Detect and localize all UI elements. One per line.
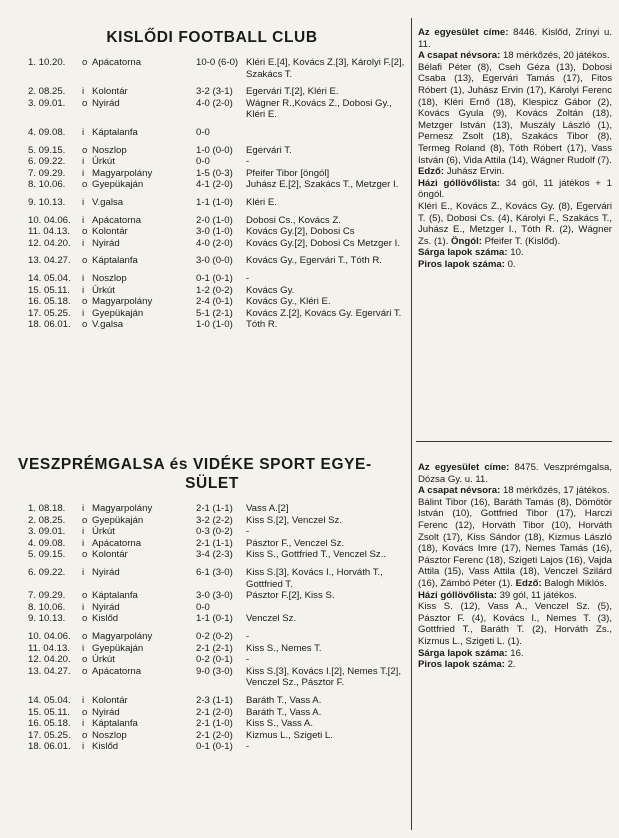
match-date: 18. 06.01. [28,319,71,331]
info-text: 10. [507,247,524,259]
home-away: o [82,296,88,308]
info-text: 16. [507,647,524,659]
scorers [246,602,406,614]
info-label: Házi góllövőlista: [418,177,500,189]
match-date: 17. 05.25. [28,307,71,319]
match-row [18,567,406,590]
match-row [18,654,406,666]
scorers: Kovács Gy., Kléri E. [246,296,331,308]
match-row [18,285,406,297]
score: 3-0 (3-0) [196,590,233,602]
score: 2-1 (2-0) [196,706,233,718]
opponent: Nyirád [92,237,120,249]
score: 9-0 (3-0) [196,665,233,677]
opponent: Apácatorna [92,57,142,68]
scorers: Kovács Gy.[2], Dobosi Cs [246,226,355,238]
club-title-line: SÜLET [185,475,239,492]
scorers: Wágner R.,Kovács Z., Dobosi Gy., Kléri E. [246,97,392,121]
match-row [18,526,406,538]
score: 2-0 (1-0) [196,214,233,226]
scorers: Kiss S., Gottfried T., Venczel Sz.. [246,549,387,561]
info-text: 18 mérkőzés, 17 játékos. [500,485,610,497]
scorers: Kovács Gy.[2], Dobosi Cs Metzger I. [246,237,400,249]
score: 4-0 (2-0) [196,237,233,249]
opponent: Kolontár [92,86,128,98]
match-list [18,503,406,753]
info-paragraph [418,247,612,259]
opponent: Magyarpolány [92,296,153,308]
club-title-line: KISLŐDI FOOTBALL CLUB [106,29,318,46]
score: 0-3 (0-2) [196,526,233,538]
match-row [18,549,406,561]
score: 0-1 (0-1) [196,741,233,753]
score: 0-2 (0-2) [196,630,233,642]
scorers: Venczel Sz. [246,613,297,625]
match-date: 7. 09.29. [28,167,66,179]
opponent: Úrkút [92,526,115,538]
scorers: Kiss S., Nemes T. [246,642,322,654]
scorers: Kovács Gy. [246,284,295,296]
info-paragraph [418,178,612,201]
match-date: 18. 06.01. [28,741,71,753]
home-away: o [82,97,88,109]
home-away: o [82,179,88,191]
opponent: Úrkút [92,654,115,666]
home-away: i [82,284,85,296]
match-date: 9. 10.13. [28,196,66,208]
home-away: o [82,590,88,602]
home-away: i [82,601,85,613]
match-row [18,538,406,550]
match-list [18,57,406,331]
home-away: o [82,654,88,666]
score: 2-1 (1-1) [196,537,233,549]
opponent: Káptalanfa [92,255,138,267]
home-away: i [82,86,85,98]
score: 0-1 (0-1) [196,272,233,284]
match-row [18,631,406,643]
home-away: i [82,526,85,538]
info-text: 8446. Kislőd, Zrínyi u. 11. [418,27,612,50]
scorers: Egervári T. [246,144,292,156]
home-away: i [82,503,85,514]
info-label: Az egyesület címe: [418,462,510,473]
info-paragraph [418,259,612,271]
score: 2-1 (2-0) [196,729,233,741]
match-row [18,127,406,139]
home-away: i [82,167,85,179]
info-label: A csapat névsora: [418,50,501,62]
info-label: Edző: [418,166,445,178]
opponent: Gyepükaján [92,514,144,526]
opponent: Nyirád [92,706,120,718]
info-label: Piros lapok száma: [418,258,505,270]
opponent: Káptalanfa [92,718,138,730]
match-date: 10. 04.06. [28,214,71,226]
match-row [18,308,406,320]
score: 3-0 (0-0) [196,255,233,267]
scorers: Baráth T., Vass A. [246,694,322,706]
opponent: V.galsa [92,319,124,331]
score: 1-2 (0-2) [196,284,233,296]
info-paragraph [418,27,612,50]
home-away: o [82,729,88,741]
match-row [18,319,406,331]
match-date: 7. 09.29. [28,590,66,602]
scorers: Kléri E. [246,196,277,208]
opponent: Kolontár [92,549,128,561]
match-row [18,168,406,180]
match-date: 11. 04.13. [28,226,70,238]
info-text: Balogh Miklós. [541,577,607,589]
match-date: 8. 10.06. [28,601,66,613]
home-away: o [82,144,88,156]
info-paragraph [418,201,612,247]
score: 1-0 (1-0) [196,319,233,331]
score: 4-0 (2-0) [196,97,233,109]
home-away: i [82,196,85,208]
info-paragraph [418,590,612,602]
match-row [18,503,406,515]
score: 2-1 (1-0) [196,718,233,730]
match-row [18,98,406,121]
opponent: Káptalanfa [92,590,138,602]
opponent: Apácatorna [92,537,142,549]
club-section-kislod [18,28,406,331]
match-date: 16. 05.18. [28,718,71,730]
score: 2-4 (0-1) [196,296,233,308]
scorers: Kléri E.[4], Kovács Z.[3], Károlyi F.[2], Szakács T. [246,57,405,80]
match-row [18,695,406,707]
match-date: 1. 08.18. [28,503,66,514]
match-date: 1. 10.20. [28,57,66,68]
opponent: Apácatorna [92,665,142,677]
scorers: Kiss S., Vass A. [246,718,314,730]
score: 1-1 (0-1) [196,613,233,625]
home-away: i [82,156,85,168]
scorers: Egervári T.[2], Kléri E. [246,86,339,98]
info-label: Öngól: [451,235,482,247]
score: 0-2 (0-1) [196,654,233,666]
match-row [18,226,406,238]
info-paragraph [418,485,612,497]
opponent: Magyarpolány [92,630,153,642]
match-date: 6. 09.22. [28,156,66,168]
score: 1-0 (0-0) [196,144,233,156]
scorers: - [246,526,250,538]
match-date: 6. 09.22. [28,566,66,578]
match-row [18,515,406,527]
opponent: Káptalanfa [92,126,138,138]
scorers: - [246,272,250,284]
home-away: i [82,694,85,706]
info-text: 0. [504,258,516,270]
info-label: Piros lapok száma: [418,659,505,671]
home-away: o [82,226,88,238]
home-away: o [82,319,88,331]
home-away: o [82,255,88,267]
info-paragraph [418,166,612,178]
match-row [18,741,406,753]
match-row [18,643,406,655]
opponent: Úrkút [92,284,115,296]
match-row [18,179,406,191]
opponent: Nyirád [92,566,120,578]
info-label: Az egyesület címe: [418,27,509,38]
match-row [18,613,406,625]
score: 2-1 (1-1) [196,503,233,514]
info-text: Kiss S. (12), Vass A., Venczel Sz. (5), Pásztor F. (4), Kovács I., Nemes T. (3), Gottfried T., Baráth T. (2), Horváth Zs., Kizmus L., Szigeti L. (1). [418,601,612,647]
info-text: Pfeifer T. (Kislőd). [481,235,561,247]
club-info-veszpremgalsa [418,462,612,671]
match-row [18,707,406,719]
match-row [18,296,406,308]
match-date: 10. 04.06. [28,630,71,642]
info-text: Bálint Tibor (16), Baráth Tamás (8), Dömötör István (10), Gottfried Tibor (17), Harczi Ferenc (12), Horváth Tibor (10), Horváth Zsolt (17), Kiss Sándor (18), Kizmus László (18), Kovács Imre (17), Nemes Tamás (16), Pásztor Ferenc (18), Szigeti Lajos (16), Vajda Attila (15), Vass Attila (18), Venczel Szilárd (16), Zámbó Péter (1). [418,496,612,589]
scorers: - [246,654,250,666]
info-label: Házi góllövőlista: [418,589,497,601]
opponent: Kislőd [92,613,119,625]
opponent: Noszlop [92,272,127,284]
score: 2-3 (1-1) [196,694,233,706]
info-paragraph [418,497,612,590]
scorers: Baráth T., Vass A. [246,706,322,718]
match-date: 2. 08.25. [28,514,66,526]
score: 3-4 (2-3) [196,549,233,561]
match-row [18,145,406,157]
home-away: i [82,741,85,753]
info-paragraph [418,62,612,166]
match-row [18,238,406,250]
home-away: o [82,549,88,561]
opponent: Úrkút [92,156,115,168]
info-label: A csapat névsora: [418,485,501,497]
match-date: 2. 08.25. [28,86,66,98]
home-away: i [82,566,85,578]
match-date: 4. 09.08. [28,126,66,138]
scorers: Kovács Gy., Egervári T., Tóth R. [246,255,382,267]
scorers [246,127,406,139]
info-paragraph [418,462,612,485]
scorers: Tóth R. [246,319,278,331]
match-date: 12. 04.20. [28,654,71,666]
info-text: 8475. Veszprémgalsa, Dózsa Gy. u. 11. [418,462,612,485]
info-label: Sárga lapok száma: [418,247,508,259]
score: 5-1 (2-1) [196,307,233,319]
opponent: Gyepükaján [92,179,144,191]
column-divider [411,18,412,830]
home-away: i [82,537,85,549]
match-date: 5. 09.15. [28,144,66,156]
match-row [18,273,406,285]
home-away: o [82,665,88,677]
club-title [18,28,406,47]
home-away: o [82,706,88,718]
opponent: Gyepükaján [92,642,144,654]
scorers: - [246,156,250,168]
scorers: Kovács Z.[2], Kovács Gy. Egervári T. [246,307,402,319]
match-row [18,666,406,689]
club-title [18,455,406,493]
score: 6-1 (3-0) [196,566,233,578]
match-row [18,86,406,98]
opponent: Noszlop [92,144,127,156]
score: 0-0 [196,126,210,138]
club-section-veszpremgalsa [18,455,406,753]
match-date: 9. 10.13. [28,613,66,625]
opponent: Kolontár [92,694,128,706]
info-text: 2. [504,659,516,671]
club-info-kislod [418,27,612,270]
match-row [18,156,406,168]
scorers: Kiss S.[3], Kovács I., Horváth T., Gottfried T. [246,566,383,590]
match-date: 3. 09.01. [28,97,66,109]
match-date: 12. 04.20. [28,237,71,249]
match-date: 14. 05.04. [28,272,71,284]
info-paragraph [418,50,612,62]
match-date: 13. 04.27. [28,665,71,677]
match-date: 14. 05.04. [28,694,71,706]
scorers: Pásztor F.[2], Kiss S. [246,590,335,602]
info-text: Bélafi Péter (8), Cseh Géza (13), Dobosi Csaba (13), Egervári Tamás (17), Fitos Róbert (1), Juhász Ervin (17), Károlyi Ferenc (18), Kléri Ernő (18), Klespicz Gábor (2), Kovács Gyula (9), Kovács Zoltán (18), Metzger István (13), Muszály László (1), Pernesz Zsolt (18), Szakács Tibor (8), Termeg Roland (8), Tóth Róbert (17), Vass István (6), Vida Attila (14), Wágner Rudolf (7). [418,61,612,166]
opponent: Kislőd [92,741,119,753]
opponent: Kolontár [92,226,128,238]
home-away: o [82,57,88,68]
match-date: 4. 09.08. [28,537,66,549]
match-date: 16. 05.18. [28,296,71,308]
info-label: Sárga lapok száma: [418,647,508,659]
opponent: Noszlop [92,729,127,741]
match-date: 11. 04.13. [28,642,70,654]
match-row [18,57,406,80]
home-away: i [82,272,85,284]
home-away: i [82,126,85,138]
opponent: Apácatorna [92,214,142,226]
home-away: i [82,307,85,319]
scorers: Kiss S.[2], Venczel Sz. [246,514,342,526]
home-away: i [82,214,85,226]
match-date: 5. 09.15. [28,549,66,561]
opponent: Magyarpolány [92,167,153,179]
home-away: o [82,514,88,526]
opponent: Nyirád [92,97,120,109]
info-text: 34 gól, 11 játékos + 1 öngól. [418,177,612,201]
scorers: - [246,741,250,753]
info-paragraph [418,601,612,647]
info-paragraph [418,659,612,671]
score: 2-1 (2-1) [196,642,233,654]
match-row [18,215,406,227]
score: 1-1 (1-0) [196,196,233,208]
info-label: Edző: [515,577,542,589]
opponent: Gyepükaján [92,307,144,319]
match-row [18,718,406,730]
match-date: 8. 10.06. [28,179,66,191]
scorers: Juhász E.[2], Szakács T., Metzger I. [246,179,399,191]
home-away: i [82,642,85,654]
home-away: o [82,613,88,625]
scorers: - [246,630,250,642]
score: 3-2 (2-2) [196,514,233,526]
home-away: i [82,718,85,730]
match-date: 15. 05.11. [28,706,70,718]
info-text: Juhász Ervin. [444,166,505,178]
info-text: 18 mérkőzés, 20 játékos. [500,50,610,62]
opponent: V.galsa [92,196,124,208]
info-text: Kléri E., Kovács Z., Kovács Gy. (8), Egervári T. (5), Dobosi Cs. (4), Károlyi F., Szakács T., Juhász E., Metzger I., Tóth R. (2), Wágner Zs. (1). [418,200,612,247]
scorers: Kiss S.[3], Kovács I.[2], Nemes T.[2], Venczel Sz., Pásztor F. [246,665,401,689]
scorers: Vass A.[2] [246,503,289,514]
match-row [18,602,406,614]
match-date: 13. 04.27. [28,255,71,267]
club-title-line: VESZPRÉMGALSA és VIDÉKE SPORT EGYE- [18,456,372,473]
scorers: Dobosi Cs., Kovács Z. [246,214,341,226]
home-away: o [82,630,88,642]
score: 0-0 [196,601,210,613]
score: 4-1 (2-0) [196,179,233,191]
opponent: Nyirád [92,601,120,613]
scorers: Pfeifer Tibor [öngól] [246,167,330,179]
match-row [18,590,406,602]
match-row [18,255,406,267]
home-away: i [82,237,85,249]
match-date: 17. 05.25. [28,729,71,741]
scorers: Kizmus L., Szigeti L. [246,729,333,741]
section-divider [416,441,612,442]
info-paragraph [418,648,612,660]
score: 0-0 [196,156,210,168]
match-date: 3. 09.01. [28,526,66,538]
match-row [18,197,406,209]
score: 3-2 (3-1) [196,86,233,98]
opponent: Magyarpolány [92,503,153,514]
match-row [18,730,406,742]
score: 1-5 (0-3) [196,167,233,179]
info-text: 39 gól, 11 játékos. [496,589,577,601]
scorers: Pásztor F., Venczel Sz. [246,537,345,549]
match-date: 15. 05.11. [28,284,70,296]
score: 10-0 (6-0) [196,57,239,68]
score: 3-0 (1-0) [196,226,233,238]
